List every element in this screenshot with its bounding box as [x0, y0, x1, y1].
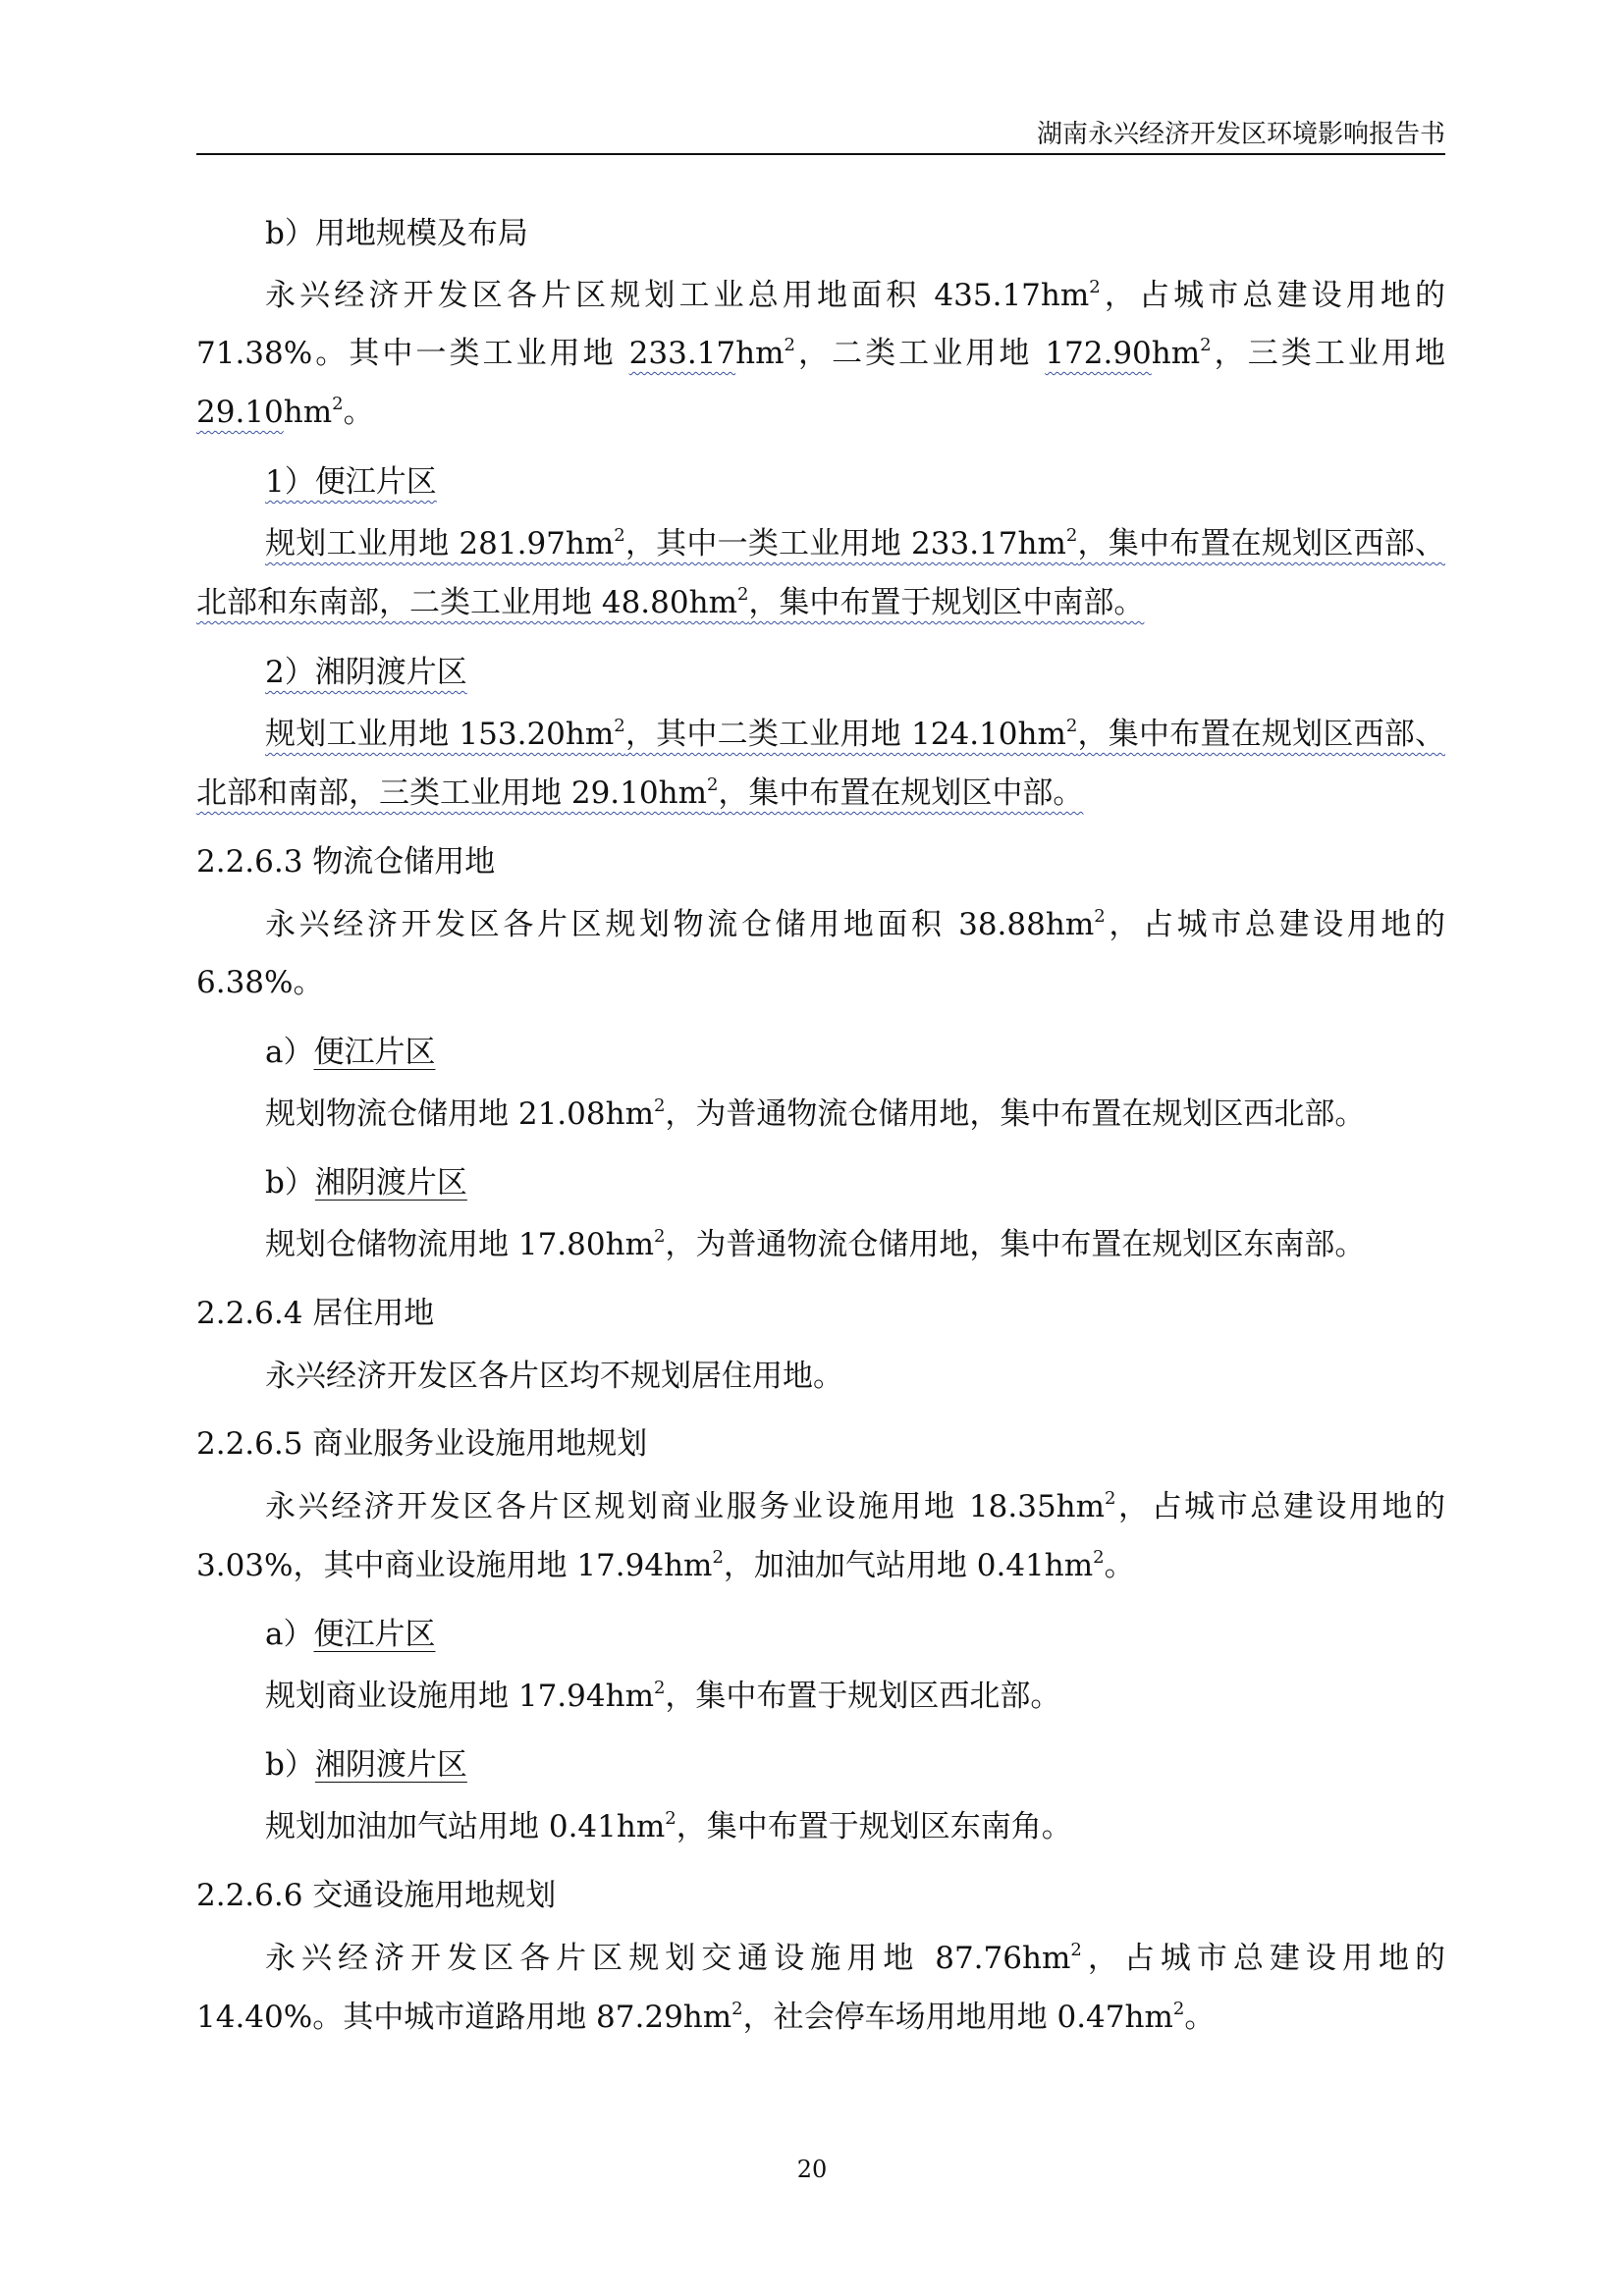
paragraph-bianjiang-industrial: 北部和东南部，二类工业用地 $48.80hm^2$，集中布置于规划区中南部。 — [196, 583, 1145, 620]
section-heading-commercial: 2.2.6.5 商业服务业设施用地规划 — [196, 1426, 648, 1462]
section-heading-residential: 2.2.6.4 居住用地 — [196, 1296, 435, 1331]
paragraph-xiangyindu-logistics: 规划仓储物流用地 $17.80hm^2$，为普通物流仓储用地，集中布置在规划区东南部。 — [265, 1225, 1366, 1262]
paragraph-xiangyindu-commercial: 规划加油加气站用地 $0.41hm^2$，集中布置于规划区东南角。 — [265, 1807, 1072, 1844]
paragraph-transport: 14.40%。其中城市道路用地 $87.29hm^2$，社会停车场用地用地 $0.47hm^2$。 — [196, 1998, 1216, 2035]
paragraph-bianjiang-industrial: 规划工业用地 $281.97hm^2$，其中一类工业用地 $233.17hm^2$，集中布置在规划区西部、 — [265, 524, 1446, 561]
page-number: 20 — [796, 2156, 828, 2183]
page-header: 湖南永兴经济开发区环境影响报告书 — [1036, 120, 1445, 149]
section-heading-logistics: 2.2.6.3 物流仓储用地 — [196, 844, 496, 880]
subheading-bianjiang: a）便江片区 — [265, 1617, 436, 1652]
paragraph-industrial-total: 71.38%。其中一类工业用地 $233.17hm^2$，二类工业用地 $172.90hm^2$，三类工业用地 — [196, 334, 1446, 371]
paragraph-bianjiang-commercial: 规划商业设施用地 $17.94hm^2$，集中布置于规划区西北部。 — [265, 1677, 1061, 1714]
paragraph-commercial: 永兴经济开发区各片区规划商业服务业设施用地 $18.35hm^2$，占城市总建设用地的 — [265, 1487, 1445, 1524]
subheading-bianjiang: 1）便江片区 — [265, 464, 437, 500]
paragraph-bianjiang-logistics: 规划物流仓储用地 $21.08hm^2$，为普通物流仓储用地，集中布置在规划区西北部。 — [265, 1095, 1366, 1132]
section-heading-transport: 2.2.6.6 交通设施用地规划 — [196, 1878, 557, 1913]
paragraph-logistics: 永兴经济开发区各片区规划物流仓储用地面积 $38.88hm^2$，占城市总建设用地的 — [265, 905, 1446, 942]
subheading-bianjiang: a）便江片区 — [265, 1035, 436, 1070]
subheading-xiangyindu: b）湘阴渡片区 — [265, 1747, 467, 1783]
paragraph-logistics: 6.38%。 — [196, 965, 324, 1000]
subheading-xiangyindu: b）湘阴渡片区 — [265, 1165, 467, 1201]
paragraph-transport: 永兴经济开发区各片区规划交通设施用地 $87.76hm^2$，占城市总建设用地的 — [265, 1939, 1445, 1976]
header-rule — [196, 153, 1445, 155]
paragraph-commercial: 3.03%，其中商业设施用地 $17.94hm^2$，加油加气站用地 $0.41hm^2$。 — [196, 1546, 1135, 1583]
subheading-xiangyindu: 2）湘阴渡片区 — [265, 655, 467, 690]
paragraph-xiangyindu-industrial: 北部和南部，三类工业用地 $29.10hm^2$，集中布置在规划区中部。 — [196, 774, 1084, 811]
paragraph-residential: 永兴经济开发区各片区均不规划居住用地。 — [265, 1359, 843, 1394]
paragraph-industrial-total: 永兴经济开发区各片区规划工业总用地面积 $435.17hm^2$，占城市总建设用地的 — [265, 276, 1446, 313]
heading-land-scale: b）用地规模及布局 — [265, 216, 528, 251]
paragraph-industrial-total: $29.10hm^2$。 — [196, 393, 374, 430]
paragraph-xiangyindu-industrial: 规划工业用地 $153.20hm^2$，其中二类工业用地 $124.10hm^2$，集中布置在规划区西部、 — [265, 715, 1446, 752]
